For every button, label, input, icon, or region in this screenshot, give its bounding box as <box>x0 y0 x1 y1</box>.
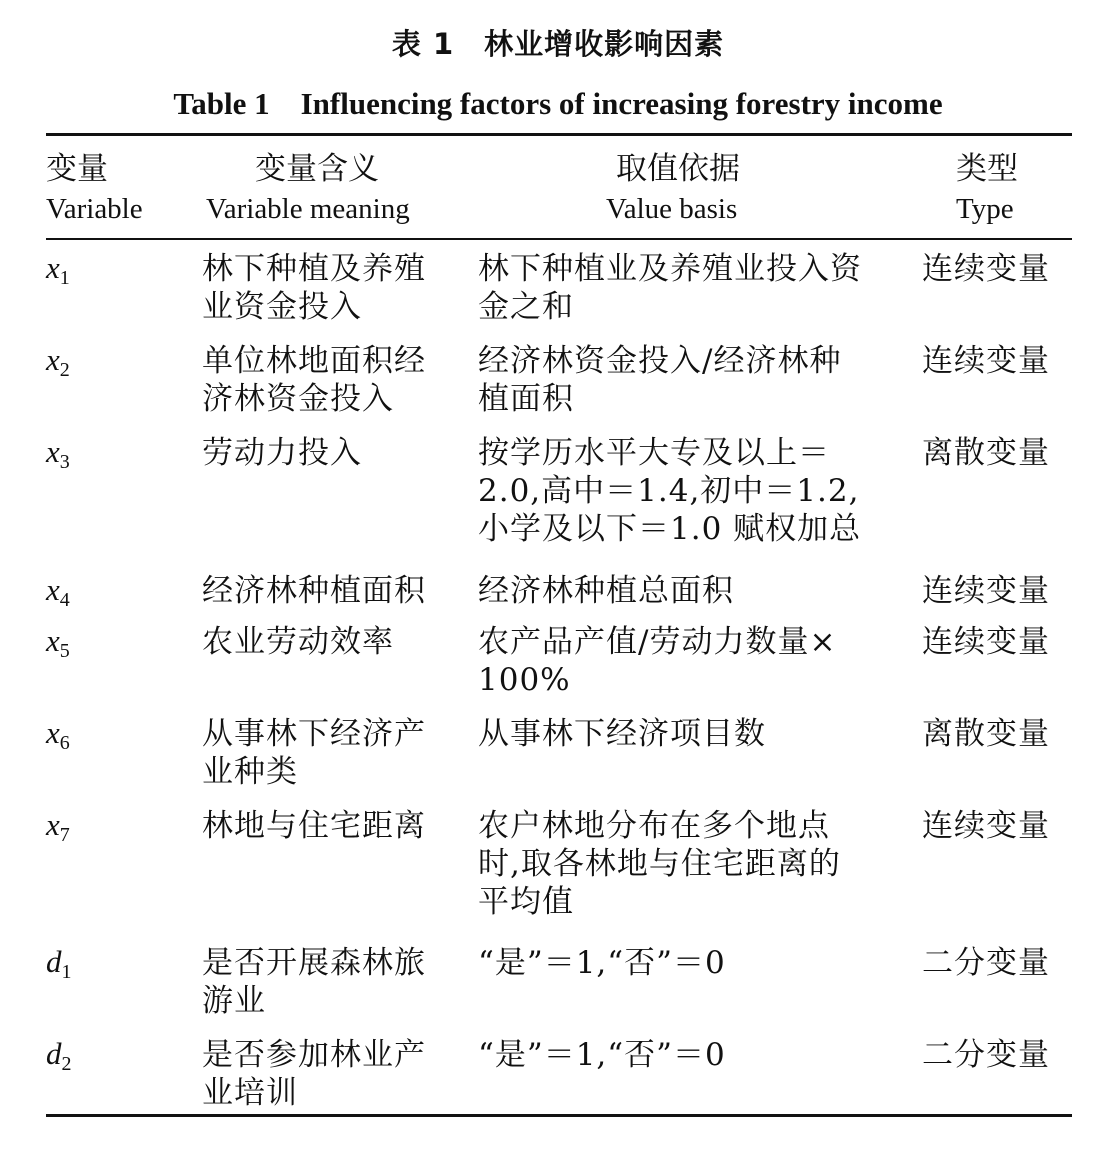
header-meaning-en: Variable meaning <box>206 193 410 225</box>
basis-cell: 按学历水平大专及以上＝ 2.0,高中＝1.4,初中＝1.2, 小学及以下＝1.0 赋权加总 <box>478 435 862 547</box>
header-variable-cn: 变量 <box>46 151 108 187</box>
header-basis-cn: 取值依据 <box>616 151 740 187</box>
meaning-cell: 林下种植及养殖 业资金投入 <box>202 251 426 325</box>
meaning-cell: 林地与住宅距离 <box>202 808 426 844</box>
meaning-cell: 是否参加林业产 业培训 <box>202 1037 426 1111</box>
meaning-cell: 是否开展森林旅 游业 <box>202 945 426 1019</box>
header-rule <box>46 238 1072 240</box>
header-variable-en: Variable <box>46 193 143 225</box>
basis-cell: 从事林下经济项目数 <box>478 716 766 752</box>
top-rule <box>46 133 1072 136</box>
variable-cell: $x_7$ <box>46 807 70 846</box>
type-cell: 二分变量 <box>922 1037 1050 1073</box>
variable-cell: $x_5$ <box>46 623 70 662</box>
basis-cell: 农产品产值/劳动力数量× 100% <box>478 624 837 698</box>
meaning-cell: 劳动力投入 <box>202 435 362 471</box>
basis-cell: “是”＝1,“否”＝0 <box>478 945 726 981</box>
type-cell: 连续变量 <box>922 624 1050 660</box>
meaning-cell: 单位林地面积经 济林资金投入 <box>202 343 426 417</box>
type-cell: 连续变量 <box>922 573 1050 609</box>
basis-cell: 经济林资金投入/经济林种 植面积 <box>478 343 842 417</box>
variable-cell: $x_4$ <box>46 572 70 611</box>
basis-cell: 经济林种植总面积 <box>478 573 734 609</box>
type-cell: 连续变量 <box>922 343 1050 379</box>
type-cell: 离散变量 <box>922 716 1050 752</box>
variable-cell: $x_1$ <box>46 250 70 289</box>
basis-cell: 农户林地分布在多个地点 时,取各林地与住宅距离的 平均值 <box>478 808 841 920</box>
header-type-cn: 类型 <box>956 151 1018 187</box>
type-cell: 离散变量 <box>922 435 1050 471</box>
type-cell: 连续变量 <box>922 251 1050 287</box>
header-basis-en: Value basis <box>606 193 738 225</box>
table-title-en: Table 1 Influencing factors of increasing forestry income <box>173 86 943 121</box>
variable-cell: $d_1$ <box>46 944 72 983</box>
bottom-rule <box>46 1114 1072 1117</box>
type-cell: 二分变量 <box>922 945 1050 981</box>
variable-cell: $x_2$ <box>46 342 70 381</box>
type-cell: 连续变量 <box>922 808 1050 844</box>
header-type-en: Type <box>956 193 1014 225</box>
header-meaning-cn: 变量含义 <box>255 151 379 187</box>
variable-cell: $x_6$ <box>46 715 70 754</box>
variable-cell: $d_2$ <box>46 1036 72 1075</box>
basis-cell: “是”＝1,“否”＝0 <box>478 1037 726 1073</box>
meaning-cell: 经济林种植面积 <box>202 573 426 609</box>
variable-cell: $x_3$ <box>46 434 70 473</box>
basis-cell: 林下种植业及养殖业投入资 金之和 <box>478 251 862 325</box>
table-title-cn: 表 1 林业增收影响因素 <box>391 27 725 61</box>
meaning-cell: 从事林下经济产 业种类 <box>202 716 426 790</box>
meaning-cell: 农业劳动效率 <box>202 624 394 660</box>
